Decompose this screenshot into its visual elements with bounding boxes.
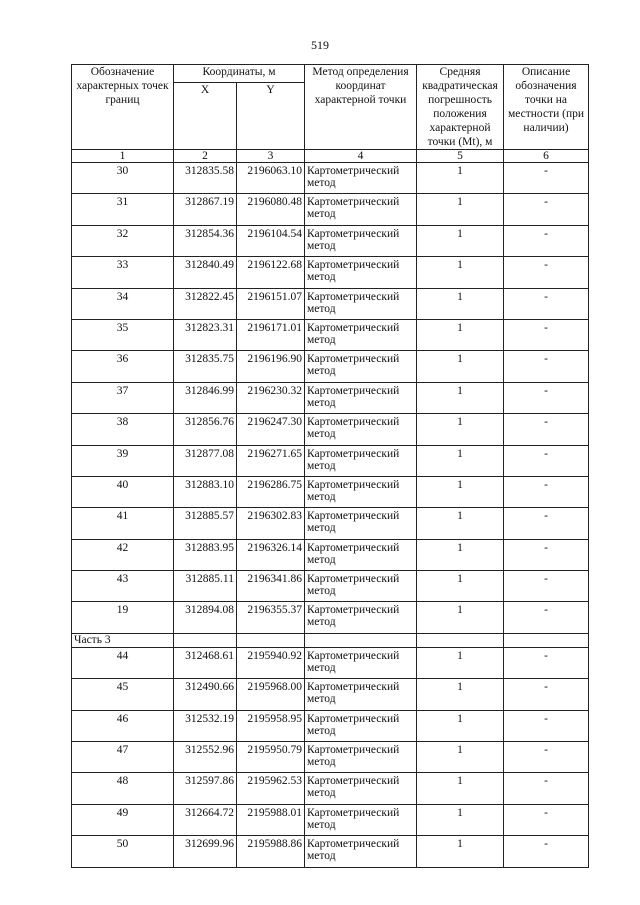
table-row <box>72 571 589 602</box>
mt-cell: 1 <box>417 225 504 256</box>
table-body-part-a <box>72 163 589 634</box>
coordinate-y: 2196286.75 <box>237 476 305 507</box>
point-designation: 43 <box>72 571 174 602</box>
method-cell: Картометрический метод <box>305 194 417 225</box>
point-designation: 31 <box>72 194 174 225</box>
header-mt: Средняя квадратическая погрешность положения характерной точки (Mt), м <box>417 65 504 150</box>
mt-cell: 1 <box>417 319 504 350</box>
method-cell: Картометрический метод <box>305 773 417 804</box>
description-cell: - <box>504 539 589 570</box>
coordinate-x: 312699.96 <box>174 836 237 867</box>
coordinate-x: 312883.10 <box>174 476 237 507</box>
mt-cell: 1 <box>417 445 504 476</box>
coordinate-y: 2196196.90 <box>237 351 305 382</box>
table-row <box>72 742 589 773</box>
point-designation: 40 <box>72 476 174 507</box>
table-body-part-label <box>72 633 589 647</box>
coordinate-y: 2195988.01 <box>237 804 305 835</box>
column-number: 1 <box>72 150 174 163</box>
empty-cell <box>504 633 589 647</box>
method-cell: Картометрический метод <box>305 476 417 507</box>
description-cell: - <box>504 508 589 539</box>
mt-cell: 1 <box>417 414 504 445</box>
description-cell: - <box>504 194 589 225</box>
point-designation: 30 <box>72 163 174 194</box>
point-designation: 39 <box>72 445 174 476</box>
method-cell: Картометрический метод <box>305 319 417 350</box>
description-cell: - <box>504 225 589 256</box>
table-row <box>72 602 589 633</box>
table-row <box>72 194 589 225</box>
method-cell: Картометрический метод <box>305 679 417 710</box>
coordinate-x: 312877.08 <box>174 445 237 476</box>
mt-cell: 1 <box>417 836 504 867</box>
method-cell: Картометрический метод <box>305 804 417 835</box>
method-cell: Картометрический метод <box>305 257 417 288</box>
coordinate-y: 2195968.00 <box>237 679 305 710</box>
coordinate-y: 2196247.30 <box>237 414 305 445</box>
part-label: Часть 3 <box>72 633 174 647</box>
empty-cell <box>174 633 237 647</box>
coordinate-y: 2196063.10 <box>237 163 305 194</box>
coordinate-y: 2196151.07 <box>237 288 305 319</box>
header-description: Описание обозначения точки на местности (при наличии) <box>504 65 589 150</box>
page-number: 519 <box>311 38 329 52</box>
table-row <box>72 351 589 382</box>
coordinate-x: 312840.49 <box>174 257 237 288</box>
column-number: 5 <box>417 150 504 163</box>
coordinate-y: 2196171.01 <box>237 319 305 350</box>
mt-cell: 1 <box>417 257 504 288</box>
description-cell: - <box>504 742 589 773</box>
description-cell: - <box>504 647 589 678</box>
empty-cell <box>237 633 305 647</box>
mt-cell: 1 <box>417 508 504 539</box>
table-row <box>72 445 589 476</box>
coordinate-x: 312883.95 <box>174 539 237 570</box>
description-cell: - <box>504 351 589 382</box>
header-x: X <box>174 83 237 150</box>
method-cell: Картометрический метод <box>305 602 417 633</box>
mt-cell: 1 <box>417 194 504 225</box>
table-row <box>72 679 589 710</box>
description-cell: - <box>504 773 589 804</box>
coordinate-x: 312664.72 <box>174 804 237 835</box>
coordinate-y: 2196230.32 <box>237 382 305 413</box>
part-row <box>72 633 589 647</box>
table-row <box>72 710 589 741</box>
description-cell: - <box>504 257 589 288</box>
mt-cell: 1 <box>417 571 504 602</box>
coordinate-y: 2196271.65 <box>237 445 305 476</box>
coordinate-x: 312822.45 <box>174 288 237 319</box>
table-row <box>72 804 589 835</box>
point-designation: 47 <box>72 742 174 773</box>
empty-cell <box>305 633 417 647</box>
point-designation: 44 <box>72 647 174 678</box>
description-cell: - <box>504 382 589 413</box>
empty-cell <box>417 633 504 647</box>
coordinate-y: 2195988.86 <box>237 836 305 867</box>
mt-cell: 1 <box>417 288 504 319</box>
mt-cell: 1 <box>417 539 504 570</box>
coordinate-x: 312885.11 <box>174 571 237 602</box>
point-designation: 38 <box>72 414 174 445</box>
coordinate-x: 312552.96 <box>174 742 237 773</box>
mt-cell: 1 <box>417 476 504 507</box>
coordinate-x: 312823.31 <box>174 319 237 350</box>
table-row <box>72 773 589 804</box>
coordinate-y: 2196080.48 <box>237 194 305 225</box>
point-designation: 32 <box>72 225 174 256</box>
method-cell: Картометрический метод <box>305 351 417 382</box>
coordinate-y: 2196341.86 <box>237 571 305 602</box>
coordinate-x: 312597.86 <box>174 773 237 804</box>
coordinate-x: 312835.58 <box>174 163 237 194</box>
method-cell: Картометрический метод <box>305 445 417 476</box>
table-row <box>72 508 589 539</box>
point-designation: 41 <box>72 508 174 539</box>
point-designation: 48 <box>72 773 174 804</box>
mt-cell: 1 <box>417 163 504 194</box>
method-cell: Картометрический метод <box>305 571 417 602</box>
coordinate-x: 312835.75 <box>174 351 237 382</box>
table-row <box>72 382 589 413</box>
point-designation: 37 <box>72 382 174 413</box>
mt-cell: 1 <box>417 351 504 382</box>
column-number: 2 <box>174 150 237 163</box>
point-designation: 33 <box>72 257 174 288</box>
mt-cell: 1 <box>417 602 504 633</box>
coordinate-x: 312854.36 <box>174 225 237 256</box>
table-row <box>72 836 589 867</box>
method-cell: Картометрический метод <box>305 836 417 867</box>
table-body-part-b <box>72 647 589 867</box>
table-row <box>72 319 589 350</box>
description-cell: - <box>504 445 589 476</box>
table-row <box>72 257 589 288</box>
description-cell: - <box>504 476 589 507</box>
column-number: 4 <box>305 150 417 163</box>
description-cell: - <box>504 710 589 741</box>
description-cell: - <box>504 836 589 867</box>
mt-cell: 1 <box>417 710 504 741</box>
method-cell: Картометрический метод <box>305 225 417 256</box>
table-row <box>72 414 589 445</box>
method-cell: Картометрический метод <box>305 382 417 413</box>
coordinate-x: 312846.99 <box>174 382 237 413</box>
coordinate-y: 2195958.95 <box>237 710 305 741</box>
header-point-designation: Обозначение характерных точек границ <box>72 65 174 150</box>
coordinate-y: 2195950.79 <box>237 742 305 773</box>
description-cell: - <box>504 571 589 602</box>
method-cell: Картометрический метод <box>305 163 417 194</box>
table-row <box>72 288 589 319</box>
method-cell: Картометрический метод <box>305 539 417 570</box>
header-y: Y <box>237 83 305 150</box>
coordinate-y: 2196104.54 <box>237 225 305 256</box>
table-row <box>72 647 589 678</box>
header-coordinates: Координаты, м <box>174 65 305 83</box>
table-row <box>72 476 589 507</box>
method-cell: Картометрический метод <box>305 742 417 773</box>
header-method: Метод определения координат характерной точки <box>305 65 417 150</box>
description-cell: - <box>504 288 589 319</box>
coordinate-y: 2196326.14 <box>237 539 305 570</box>
method-cell: Картометрический метод <box>305 508 417 539</box>
column-number: 3 <box>237 150 305 163</box>
coordinate-x: 312894.08 <box>174 602 237 633</box>
description-cell: - <box>504 163 589 194</box>
description-cell: - <box>504 602 589 633</box>
table-header-row <box>72 65 589 83</box>
coordinate-x: 312885.57 <box>174 508 237 539</box>
table-row <box>72 225 589 256</box>
method-cell: Картометрический метод <box>305 647 417 678</box>
coordinate-x: 312867.19 <box>174 194 237 225</box>
mt-cell: 1 <box>417 647 504 678</box>
coordinate-x: 312468.61 <box>174 647 237 678</box>
point-designation: 50 <box>72 836 174 867</box>
point-designation: 35 <box>72 319 174 350</box>
column-number: 6 <box>504 150 589 163</box>
description-cell: - <box>504 679 589 710</box>
point-designation: 34 <box>72 288 174 319</box>
method-cell: Картометрический метод <box>305 414 417 445</box>
point-designation: 46 <box>72 710 174 741</box>
coordinate-y: 2195962.53 <box>237 773 305 804</box>
table-row <box>72 539 589 570</box>
coordinate-y: 2196302.83 <box>237 508 305 539</box>
coordinate-y: 2196355.37 <box>237 602 305 633</box>
mt-cell: 1 <box>417 742 504 773</box>
coordinate-y: 2195940.92 <box>237 647 305 678</box>
coordinate-y: 2196122.68 <box>237 257 305 288</box>
description-cell: - <box>504 319 589 350</box>
method-cell: Картометрический метод <box>305 710 417 741</box>
mt-cell: 1 <box>417 804 504 835</box>
table-row <box>72 163 589 194</box>
point-designation: 42 <box>72 539 174 570</box>
mt-cell: 1 <box>417 382 504 413</box>
description-cell: - <box>504 414 589 445</box>
mt-cell: 1 <box>417 679 504 710</box>
method-cell: Картометрический метод <box>305 288 417 319</box>
description-cell: - <box>504 804 589 835</box>
coordinate-x: 312490.66 <box>174 679 237 710</box>
column-number-row <box>72 150 589 163</box>
point-designation: 45 <box>72 679 174 710</box>
point-designation: 49 <box>72 804 174 835</box>
mt-cell: 1 <box>417 773 504 804</box>
point-designation: 19 <box>72 602 174 633</box>
coordinates-table <box>71 64 589 868</box>
coordinate-x: 312856.76 <box>174 414 237 445</box>
coordinate-x: 312532.19 <box>174 710 237 741</box>
point-designation: 36 <box>72 351 174 382</box>
